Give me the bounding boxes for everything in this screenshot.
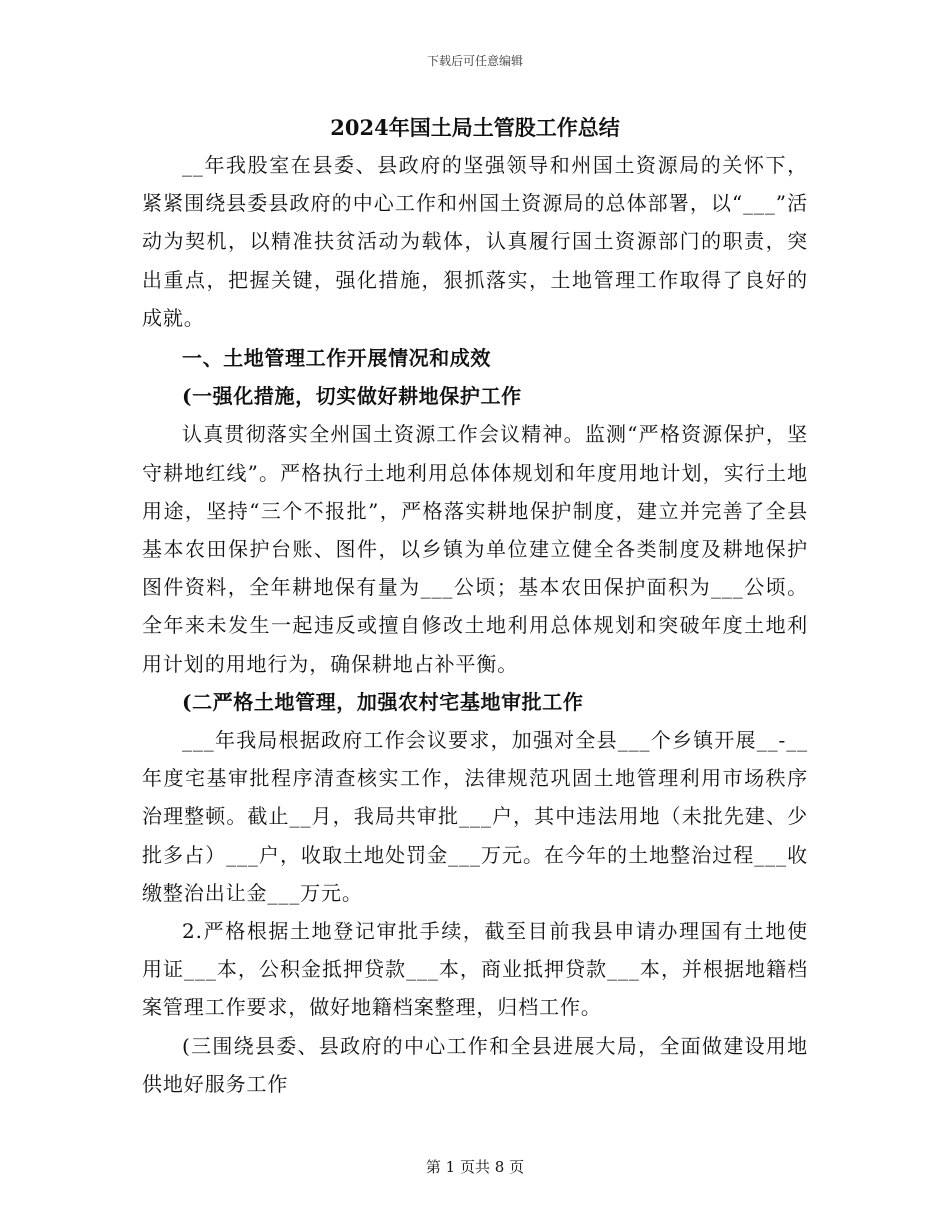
subsection-3-paragraph: (三围绕县委、县政府的中心工作和全县进展大局，全面做建设用地供地好服务工作 — [142, 1033, 808, 1096]
page-number: 第 1 页共 8 页 — [425, 1158, 525, 1176]
item-2-paragraph: 2.严格根据土地登记审批手续，截至目前我县申请办理国有土地使用证___本，公积金抵押贷款___本，商业抵押贷款___本，并根据地籍档案管理工作要求，做好地籍档案整理，归档工作。 — [142, 919, 808, 1020]
page-header-note: 下载后可任意编辑 — [426, 54, 523, 68]
subsection-heading-1: (一强化措施，切实做好耕地保护工作 — [182, 384, 522, 409]
intro-paragraph: __年我股室在县委、县政府的坚强领导和州国土资源局的关怀下，紧紧围绕县委县政府的中心工作和州国土资源局的总体部署，以“___”活动为契机，以精准扶贫活动为载体，认真履行国土资源部门的职责，突出重点，把握关键，强化措施，狠抓落实，土地管理工作取得了良好的成就。 — [142, 153, 808, 330]
document-title: 2024年国土局土管股工作总结 — [330, 115, 620, 140]
subsection-2-paragraph: ___年我局根据政府工作会议要求，加强对全县___个乡镇开展__-__年度宅基审批程序清查核实工作，法律规范巩固土地管理利用市场秩序治理整顿。截止__月，我局共审批___户，其中违法用地（未批先建、少批多占）___户，收取土地处罚金___万元。在今年的土地整治过程___收缴整治出让金___万元。 — [142, 728, 808, 905]
section-heading-1: 一、土地管理工作开展情况和成效 — [182, 346, 491, 371]
subsection-heading-2: (二严格土地管理，加强农村宅基地审批工作 — [182, 689, 584, 714]
subsection-1-paragraph: 认真贯彻落实全州国土资源工作会议精神。监测“严格资源保护，坚守耕地红线”。严格执行土地利用总体体规划和年度用地计划，实行土地用途，坚持“三个不报批”，严格落实耕地保护制度，建立并完善了全县基本农田保护台账、图件，以乡镇为单位建立健全各类制度及耕地保护图件资料，全年耕地保有量为___公顷；基本农田保护面积为___公顷。全年来未发生一起违反或擅自修改土地利用总体规划和突破年度土地利用计划的用地行为，确保耕地占补平衡。 — [142, 422, 808, 676]
document-body — [142, 146, 808, 1103]
